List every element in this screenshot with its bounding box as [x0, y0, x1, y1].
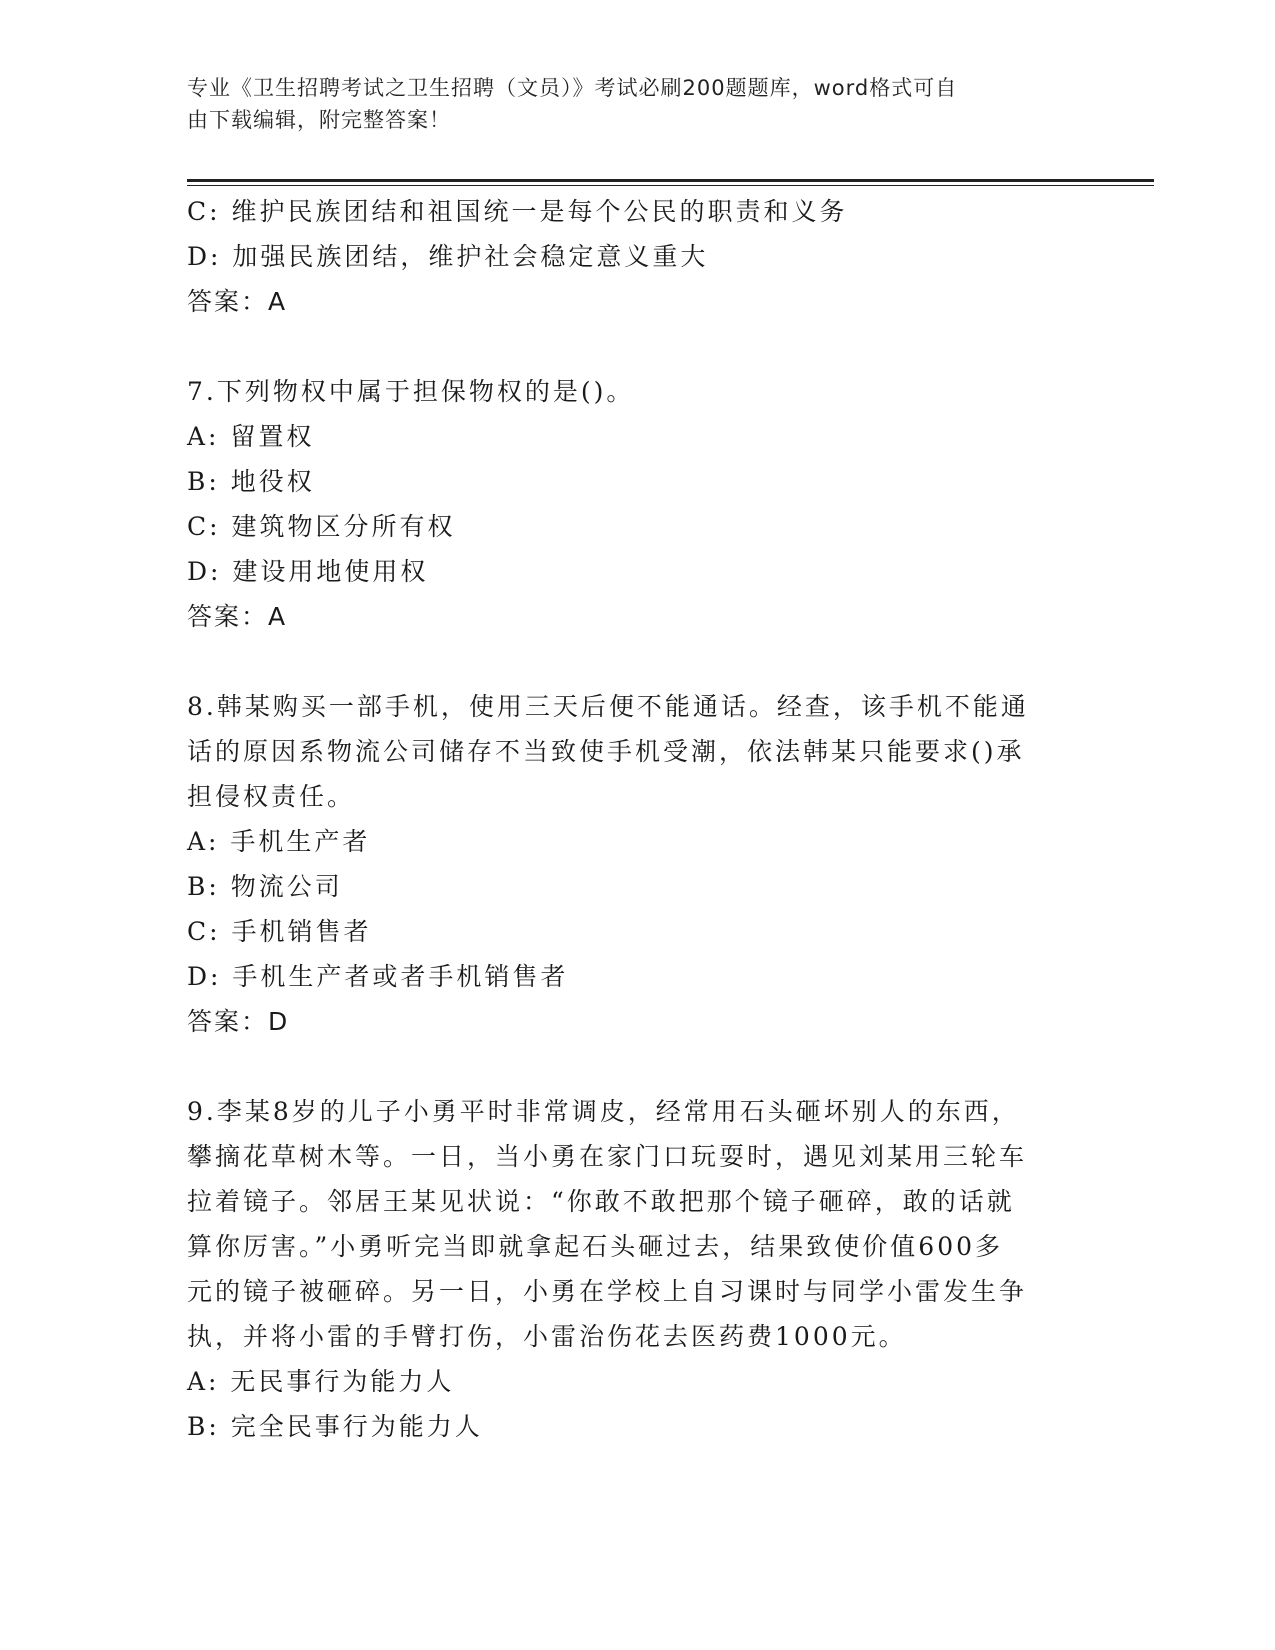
question-stem-line: 话的原因系物流公司储存不当致使手机受潮，依法韩某只能要求()承 — [187, 737, 1025, 766]
question-6 — [187, 189, 1067, 324]
option-a: A: 留置权 — [187, 422, 315, 451]
option-a: A: 无民事行为能力人 — [187, 1367, 455, 1396]
option-a: A: 手机生产者 — [187, 827, 371, 856]
question-stem-line: 9.李某8岁的儿子小勇平时非常调皮，经常用石头砸坏别人的东西， — [187, 1097, 1020, 1126]
document-body — [187, 189, 1067, 1449]
option-b: B: 完全民事行为能力人 — [187, 1412, 483, 1441]
option-c: C: 维护民族团结和祖国统一是每个公民的职责和义务 — [187, 197, 848, 226]
option-d: D: 建设用地使用权 — [187, 557, 429, 586]
option-d: D: 加强民族团结，维护社会稳定意义重大 — [187, 242, 709, 271]
option-b: B: 地役权 — [187, 467, 315, 496]
header-line-1: 专业《卫生招聘考试之卫生招聘（文员）》考试必刷200题题库，word格式可自 — [187, 76, 958, 100]
question-stem-line: 元的镜子被砸碎。另一日，小勇在学校上自习课时与同学小雷发生争 — [187, 1277, 1028, 1306]
question-stem-line: 攀摘花草树木等。一日，当小勇在家门口玩耍时，遇见刘某用三轮车 — [187, 1142, 1028, 1171]
question-8 — [187, 684, 1067, 1044]
header-line-2: 由下载编辑，附完整答案！ — [187, 108, 451, 132]
answer: 答案：D — [187, 1007, 290, 1036]
question-stem: 7.下列物权中属于担保物权的是()。 — [187, 377, 635, 406]
option-c: C: 手机销售者 — [187, 917, 372, 946]
question-9 — [187, 1089, 1067, 1449]
option-b: B: 物流公司 — [187, 872, 343, 901]
document-header — [187, 72, 1067, 136]
option-d: D: 手机生产者或者手机销售者 — [187, 962, 569, 991]
question-stem-line: 执，并将小雷的手臂打伤，小雷治伤花去医药费1000元。 — [187, 1322, 907, 1351]
spacer — [187, 1044, 1067, 1089]
question-stem-line: 算你厉害。”小勇听完当即就拿起石头砸过去，结果致使价值600多 — [187, 1232, 1004, 1261]
spacer — [187, 639, 1067, 684]
answer: 答案：A — [187, 287, 288, 316]
spacer — [187, 324, 1067, 369]
question-stem-line: 拉着镜子。邻居王某见状说：“你敢不敢把那个镜子砸碎，敢的话就 — [187, 1187, 1015, 1216]
header-divider-thin — [187, 185, 1154, 186]
answer: 答案：A — [187, 602, 288, 631]
question-7 — [187, 369, 1067, 639]
question-stem-line: 8.韩某购买一部手机，使用三天后便不能通话。经查，该手机不能通 — [187, 692, 1029, 721]
header-divider-thick — [187, 179, 1154, 182]
question-stem-line: 担侵权责任。 — [187, 782, 356, 811]
option-c: C: 建筑物区分所有权 — [187, 512, 456, 541]
